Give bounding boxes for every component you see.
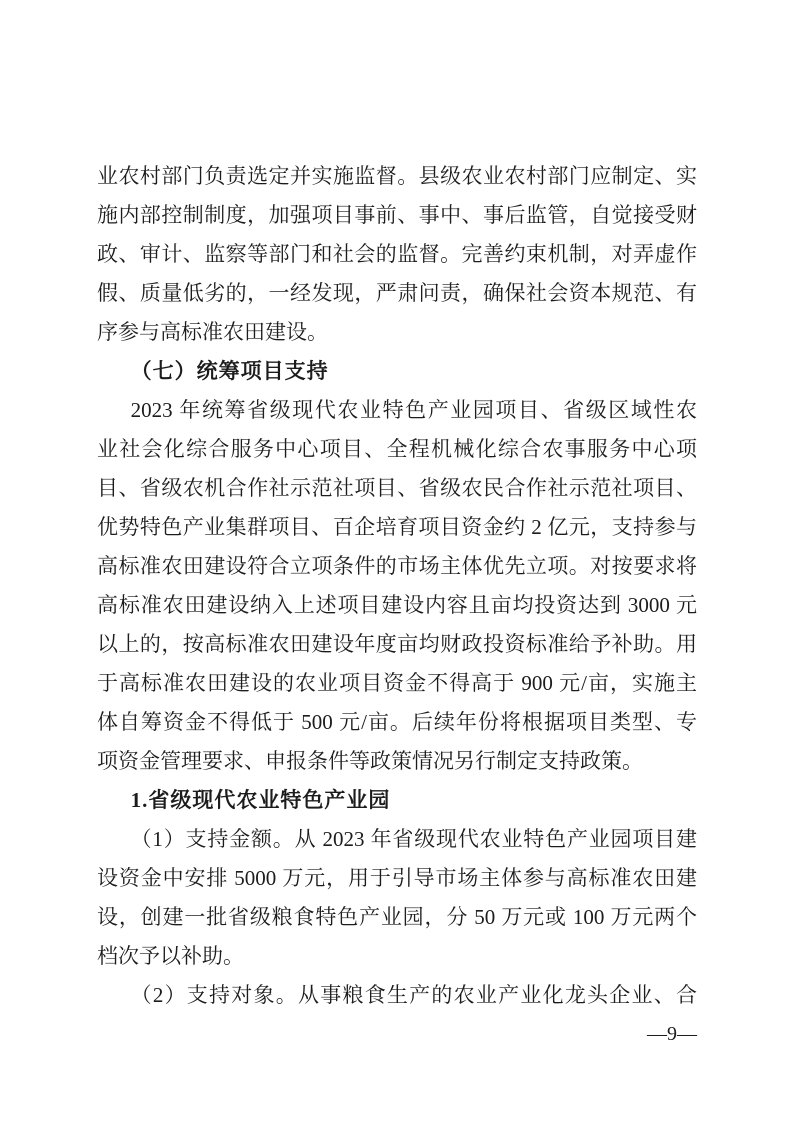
text-line: 档次予以补助。 [97,944,244,968]
text-line: 设，创建一批省级粮食特色产业园，分 50 万元或 100 万元两个 [97,905,697,929]
text-line: 业社会化综合服务中心项目、全程机械化综合农事服务中心项 [97,437,697,461]
text-line: 于高标准农田建设的农业项目资金不得高于 900 元/亩，实施主 [97,671,697,695]
text-line: 设资金中安排 5000 万元，用于引导市场主体参与高标准农田建 [97,866,697,890]
text-line: 以上的，按高标准农田建设年度亩均财政投资标准给予补助。用 [97,632,697,656]
text-line: （2）支持对象。从事粮食生产的农业产业化龙头企业、合 [130,983,697,1007]
page-number: —9— [647,1023,697,1045]
paragraph-support-targets [97,976,697,1015]
text-line: 2023 年统筹省级现代农业特色产业园项目、省级区域性农 [130,398,697,422]
paragraph-support-amount [97,820,697,976]
text-line: 目、省级农机合作社示范社项目、省级农民合作社示范社项目、 [97,476,697,500]
section-heading-7: （七）统筹项目支持 [130,359,329,383]
subsection-heading-1: 1.省级现代农业特色产业园 [130,788,391,812]
text-line: 项资金管理要求、申报条件等政策情况另行制定支持政策。 [97,749,643,773]
text-line: 体自筹资金不得低于 500 元/亩。后续年份将根据项目类型、专 [97,710,697,734]
text-line: 高标准农田建设纳入上述项目建设内容且亩均投资达到 3000 元 [97,593,697,617]
text-line: 高标准农田建设符合立项条件的市场主体优先立项。对按要求将 [97,554,697,578]
text-line: 优势特色产业集群项目、百企培育项目资金约 2 亿元，支持参与 [97,515,697,539]
document-body [97,157,697,1015]
paragraph-continuation [97,157,697,352]
text-line: 假、质量低劣的，一经发现，严肃问责，确保社会资本规范、有 [97,281,697,305]
text-line: 政、审计、监察等部门和社会的监督。完善约束机制，对弄虚作 [97,242,697,266]
text-line: （1）支持金额。从 2023 年省级现代农业特色产业园项目建 [130,827,697,851]
paragraph-overall-funding [97,391,697,781]
text-line: 序参与高标准农田建设。 [97,320,328,344]
text-line: 施内部控制制度，加强项目事前、事中、事后监管，自觉接受财 [97,203,697,227]
text-line: 业农村部门负责选定并实施监督。县级农业农村部门应制定、实 [97,164,697,188]
